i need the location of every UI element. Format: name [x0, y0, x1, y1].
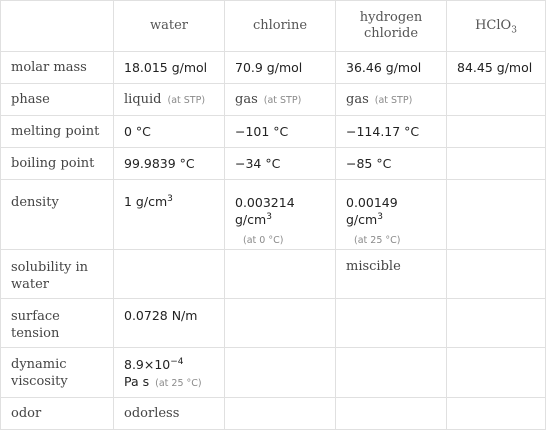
row-molar-mass: [1, 52, 546, 84]
col-header-chlorine: chlorine: [225, 1, 336, 52]
cell-water-solubility: [114, 250, 225, 299]
cell-hclo3-dynamic-viscosity: [447, 348, 546, 398]
cell-hclo3-solubility: [447, 250, 546, 299]
water-phase-note: (at STP): [167, 95, 206, 106]
col-header-hclo3-sub: 3: [511, 25, 517, 36]
cell-hclo3-density: [447, 180, 546, 250]
row-label-dynamic-viscosity: [1, 348, 114, 398]
row-label-surface-tension: [1, 299, 114, 348]
cell-hclo3-surface-tension: [447, 299, 546, 348]
cell-chlorine-surface-tension: [225, 299, 336, 348]
row-melting-point: [1, 116, 546, 148]
row-label-solubility: [1, 250, 114, 299]
row-phase: [1, 84, 546, 116]
cell-water-density: [114, 180, 225, 250]
cell-hcl-phase: [336, 84, 447, 116]
row-density: [1, 180, 546, 250]
header-row: [1, 1, 546, 52]
cell-water-melting-point: 0 °C: [114, 116, 225, 148]
viscosity-label-line1: dynamic: [11, 357, 67, 372]
cell-water-phase: [114, 84, 225, 116]
solubility-label-line2: water: [11, 277, 50, 292]
col-header-hclo3-main: HClO: [475, 18, 512, 33]
cell-hclo3-melting-point: [447, 116, 546, 148]
water-phase-value: liquid: [124, 92, 162, 107]
cell-chlorine-density: [225, 180, 336, 250]
hcl-density-note: (at 25 °C): [354, 235, 401, 246]
cell-water-surface-tension: 0.0728 N/m: [114, 299, 225, 348]
cell-hcl-boiling-point: −85 °C: [336, 148, 447, 180]
viscosity-label-line2: viscosity: [11, 374, 68, 389]
cell-hclo3-phase: [447, 84, 546, 116]
surface-tension-label-line2: tension: [11, 326, 60, 341]
row-label-boiling-point: boiling point: [1, 148, 114, 180]
cell-hcl-odor: [336, 398, 447, 430]
cell-hcl-solubility: miscible: [336, 250, 447, 299]
row-label-phase: phase: [1, 84, 114, 116]
cell-water-boiling-point: 99.9839 °C: [114, 148, 225, 180]
cell-hcl-dynamic-viscosity: [336, 348, 447, 398]
cell-chlorine-phase: [225, 84, 336, 116]
row-label-density: density: [1, 180, 114, 250]
chlorine-phase-value: gas: [235, 92, 258, 107]
chlorine-density-unit: g/cm: [235, 212, 267, 227]
hcl-phase-note: (at STP): [374, 95, 413, 106]
chlorine-phase-note: (at STP): [263, 95, 302, 106]
col-header-hydrogen-chloride: [336, 1, 447, 52]
cell-water-molar-mass: 18.015 g/mol: [114, 52, 225, 84]
hcl-phase-value: gas: [346, 92, 369, 107]
cell-hclo3-odor: [447, 398, 546, 430]
cell-chlorine-molar-mass: 70.9 g/mol: [225, 52, 336, 84]
surface-tension-label-line1: surface: [11, 309, 60, 324]
col-header-water: water: [114, 1, 225, 52]
water-density-value: 1 g/cm: [124, 194, 168, 209]
corner-cell: [1, 1, 114, 52]
cell-water-odor: odorless: [114, 398, 225, 430]
cell-chlorine-solubility: [225, 250, 336, 299]
water-viscosity-exp: −4: [170, 356, 184, 367]
row-label-molar-mass: molar mass: [1, 52, 114, 84]
cell-hclo3-molar-mass: 84.45 g/mol: [447, 52, 546, 84]
water-viscosity-unit: Pa s: [124, 374, 150, 389]
row-boiling-point: [1, 148, 546, 180]
row-surface-tension: [1, 299, 546, 348]
cell-water-dynamic-viscosity: [114, 348, 225, 398]
row-label-odor: odor: [1, 398, 114, 430]
hcl-density-unit: g/cm: [346, 212, 378, 227]
row-odor: [1, 398, 546, 430]
row-label-melting-point: melting point: [1, 116, 114, 148]
col-header-hcl-line1: hydrogen: [359, 10, 423, 25]
hcl-density-exp: 3: [377, 211, 383, 222]
water-viscosity-note: (at 25 °C): [155, 378, 202, 389]
cell-hcl-melting-point: −114.17 °C: [336, 116, 447, 148]
cell-hcl-molar-mass: 36.46 g/mol: [336, 52, 447, 84]
cell-hcl-surface-tension: [336, 299, 447, 348]
hcl-density-value: 0.00149: [346, 195, 398, 210]
cell-chlorine-boiling-point: −34 °C: [225, 148, 336, 180]
cell-chlorine-dynamic-viscosity: [225, 348, 336, 398]
solubility-label-line1: solubility in: [11, 260, 89, 275]
water-density-exp: 3: [167, 193, 173, 204]
row-solubility: [1, 250, 546, 299]
water-viscosity-mantissa: 8.9×10: [124, 357, 171, 372]
chlorine-density-exp: 3: [266, 211, 272, 222]
cell-chlorine-melting-point: −101 °C: [225, 116, 336, 148]
cell-hcl-density: [336, 180, 447, 250]
chlorine-density-value: 0.003214: [235, 195, 295, 210]
row-dynamic-viscosity: [1, 348, 546, 398]
col-header-hclo3: [447, 1, 546, 52]
chlorine-density-note: (at 0 °C): [243, 235, 284, 246]
cell-chlorine-odor: [225, 398, 336, 430]
cell-hclo3-boiling-point: [447, 148, 546, 180]
col-header-hcl-line2: chloride: [363, 26, 419, 41]
